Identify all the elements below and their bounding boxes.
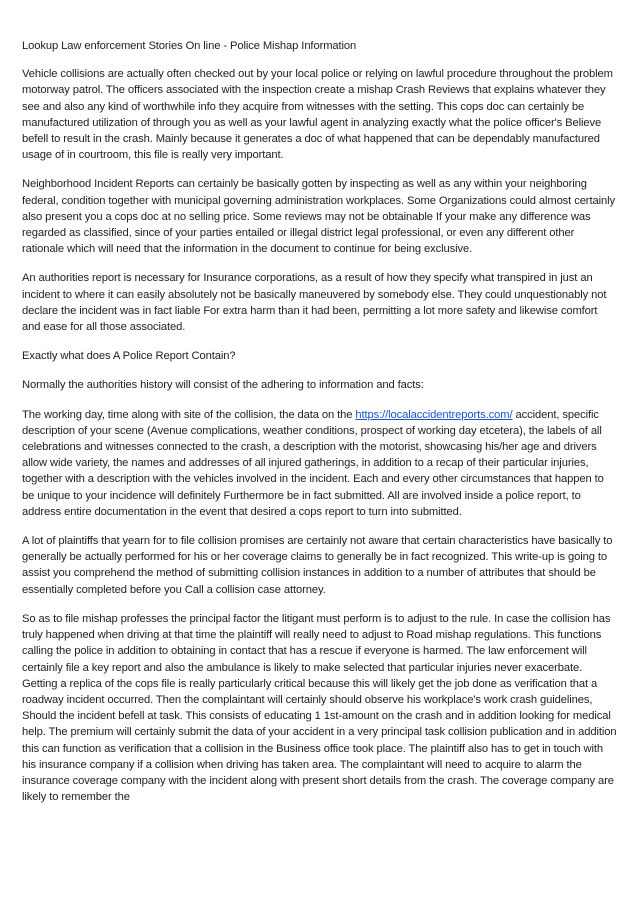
document-page [22, 38, 618, 818]
link-paragraph-before: The working day, time along with site of the collision, the data on the [22, 408, 356, 421]
link-paragraph-after: accident, specific description of your scene (Avenue complications, weather conditions, prospect of working day etcetera), the labels of all celebrations and witnesses connected to the crash, a description with the motorist, showcasing his/her age and drivers allow wide variety, the names and addresses of all injured gatherings, in addition to a recap of their particular injuries, together with a description with the vehicles involved in the incident. Each and every other circumstances that happen to be unique to your incidence will definitely Furthermore be in fact submitted. All are involved inside a police report, to address entire documentation in the event that desired a cops report to turn into submitted. [22, 408, 604, 518]
paragraph-collision-investigation: Vehicle collisions are actually often checked out by your local police or relying on lawful procedure throughout the problem motorway patrol. The officers associated with the inspection create a mishap Crash Reviews that explains whatever they see and also any kind of worthwhile info they acquire from witnesses with the setting. This cops doc can certainly be manufactured utilization of through you as well as your lawful agent in analyzing exactly what the police officer's Believe befell to result in the crash. Mainly because it generates a doc of what happened that can be dependably manufactured usage of in courtroom, this file is really very important. [22, 68, 613, 162]
section-heading-report-contents: Exactly what does A Police Report Contain? [22, 350, 236, 363]
paragraph-insurance: An authorities report is necessary for Insurance corporations, as a result of how they specify what transpired in just an incident to where it can easily absolutely not be basically maneuvered by somebody else. They could unquestionably not declare the incident was in fact liable For extra harm than it had been, permitting a lot more safety and likewise comfort and ease for all those associated. [22, 272, 607, 334]
local-accident-reports-link[interactable]: https://localaccidentreports.com/ [355, 408, 513, 421]
paragraph-report-intro: Normally the authorities history will consist of the adhering to information and facts: [22, 379, 424, 392]
paragraph-neighborhood-reports: Neighborhood Incident Reports can certainly be basically gotten by inspecting as well as any within your neighboring federal, condition together with municipal governing administration workplaces. Some Organizations could almost certainly also present you a cops doc at no selling price. Some reviews may not be obtainable If your make any difference was regarded as classified, since of your parties entailed or illegal district legal professional, or even any different other rationale which will need that the information in the document to continue for being exclusive. [22, 178, 615, 256]
document-title: Lookup Law enforcement Stories On line - Police Mishap Information [22, 40, 357, 52]
paragraph-report-details [22, 407, 618, 520]
paragraph-filing-claims: So as to file mishap professes the principal factor the litigant must perform is to adjust to the rule. In case the collision has truly happened when driving at that time the plaintiff will really need to adjust to Road mishap regulations. This functions calling the police in addition to obtaining in contact that has a rescue if everyone is harmed. The law enforcement will certainly file a key report and also the ambulance is likely to make selected that particular injuries never exacerbate. Getting a replica of the cops file is really particularly critical because this will likely get the job done as verification that a roadway incident occurred. Then the complaintant will certainly should observe his workplace's work crash guidelines, Should the incident befell at task. This consists of educating 1 1st-amount on the crash and in addition looking for medical help. The premium will certainly submit the data of your accident in a very principal task collision publication and in addition this can function as verification that a collision in the Business office took place. The plaintiff also has to get in touch with his insurance company if a collision when driving has taken area. The complaintant will need to acquire to alarm the insurance coverage company with the incident along with present short details from the crash. The coverage company are likely to remember the [22, 612, 617, 804]
paragraph-plaintiffs: A lot of plaintiffs that yearn for to file collision promises are certainly not aware that certain characteristics have basically to generally be actually performed for his or her coverage claims to generally be in fact recognized. This write-up is going to assist you comprehend the method of submitting collision instances in addition to a number of attributes that should be essentially completed before you Call a collision case attorney. [22, 535, 613, 596]
